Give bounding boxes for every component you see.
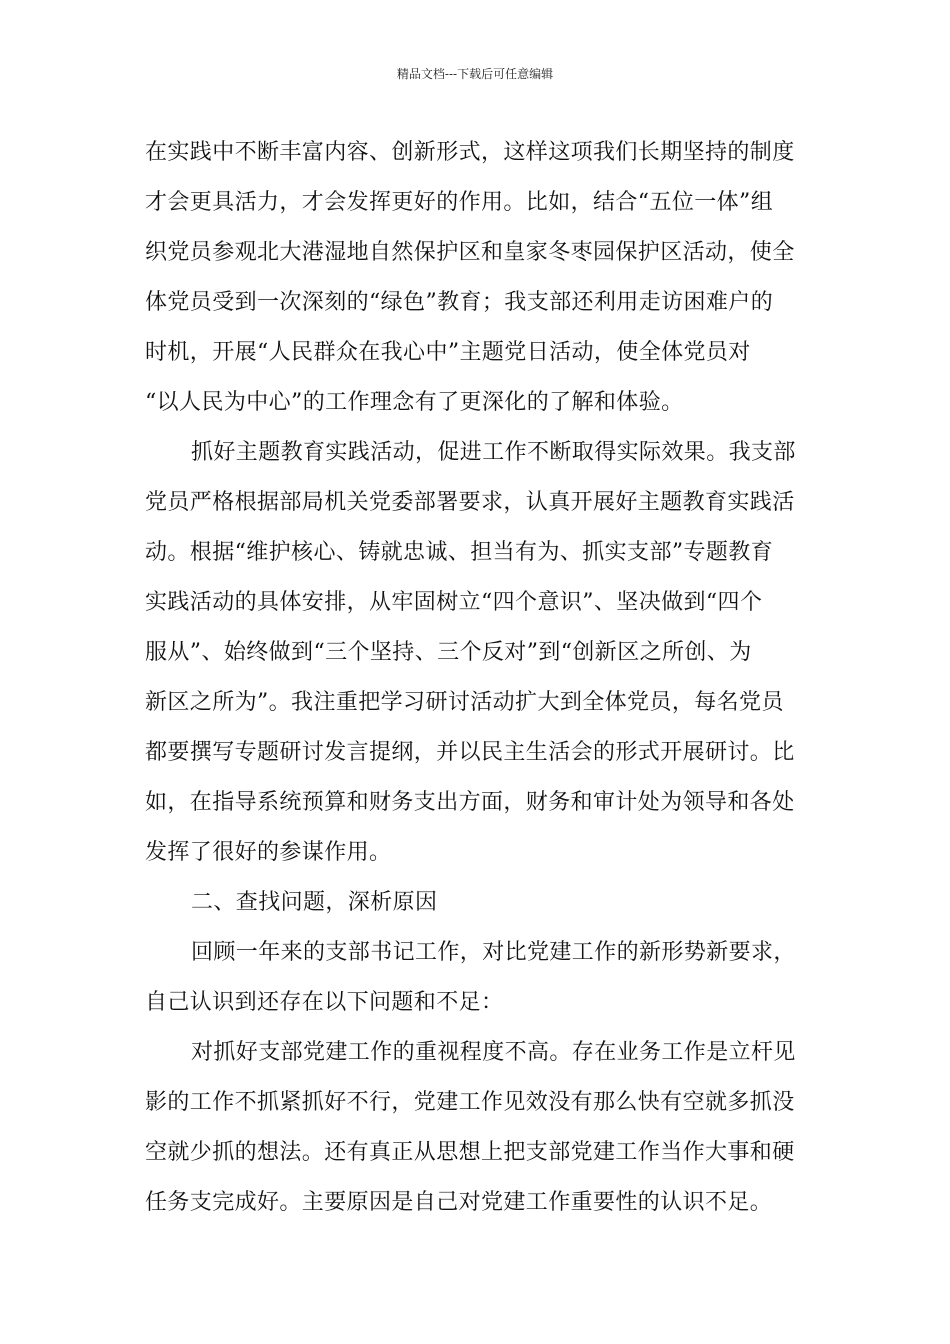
text-line: “以人民为中心”的工作理念有了更深化的了解和体验。 — [145, 390, 684, 415]
section-heading: 二、查找问题，深析原因 — [191, 890, 438, 915]
text-line: 服从”、始终做到“三个坚持、三个反对”到“创新区之所创、为 — [145, 640, 752, 665]
document-body — [145, 128, 810, 1228]
page-header: 精品文档---下载后可任意编辑 — [396, 67, 554, 81]
paragraph-first-line: 对抓好支部党建工作的重视程度不高。存在业务工作是立杆见 — [191, 1040, 796, 1065]
text-line: 空就少抓的想法。还有真正从思想上把支部党建工作当作大事和硬 — [145, 1140, 795, 1165]
text-line: 体党员受到一次深刻的“绿色”教育；我支部还利用走访困难户的 — [145, 290, 774, 315]
text-line: 党员严格根据部局机关党委部署要求，认真开展好主题教育实践活 — [145, 490, 795, 515]
text-line: 在实践中不断丰富内容、创新形式，这样这项我们长期坚持的制度 — [145, 140, 795, 165]
text-line: 影的工作不抓紧抓好不行，党建工作见效没有那么快有空就多抓没 — [145, 1090, 795, 1115]
text-line: 实践活动的具体安排，从牢固树立“四个意识”、坚决做到“四个 — [145, 590, 763, 615]
text-line: 新区之所为”。我注重把学习研讨活动扩大到全体党员，每名党员 — [145, 690, 784, 715]
text-line: 动。根据“维护核心、铸就忠诚、担当有为、抓实支部”专题教育 — [145, 540, 774, 565]
text-line: 发挥了很好的参谋作用。 — [145, 840, 392, 865]
text-line: 都要撰写专题研讨发言提纲，并以民主生活会的形式开展研讨。比 — [145, 740, 795, 765]
paragraph-first-line: 回顾一年来的支部书记工作，对比党建工作的新形势新要求， — [191, 940, 796, 965]
paragraph-first-line: 抓好主题教育实践活动，促进工作不断取得实际效果。我支部 — [191, 440, 796, 465]
text-line: 织党员参观北大港湿地自然保护区和皇家冬枣园保护区活动，使全 — [145, 240, 795, 265]
text-line: 才会更具活力，才会发挥更好的作用。比如，结合“五位一体”组 — [145, 190, 774, 215]
text-line: 任务支完成好。主要原因是自己对党建工作重要性的认识不足。 — [145, 1190, 773, 1215]
text-line: 如，在指导系统预算和财务支出方面，财务和审计处为领导和各处 — [145, 790, 795, 815]
text-line: 时机，开展“人民群众在我心中”主题党日活动，使全体党员对 — [145, 340, 751, 365]
text-line: 自己认识到还存在以下问题和不足： — [145, 990, 504, 1015]
